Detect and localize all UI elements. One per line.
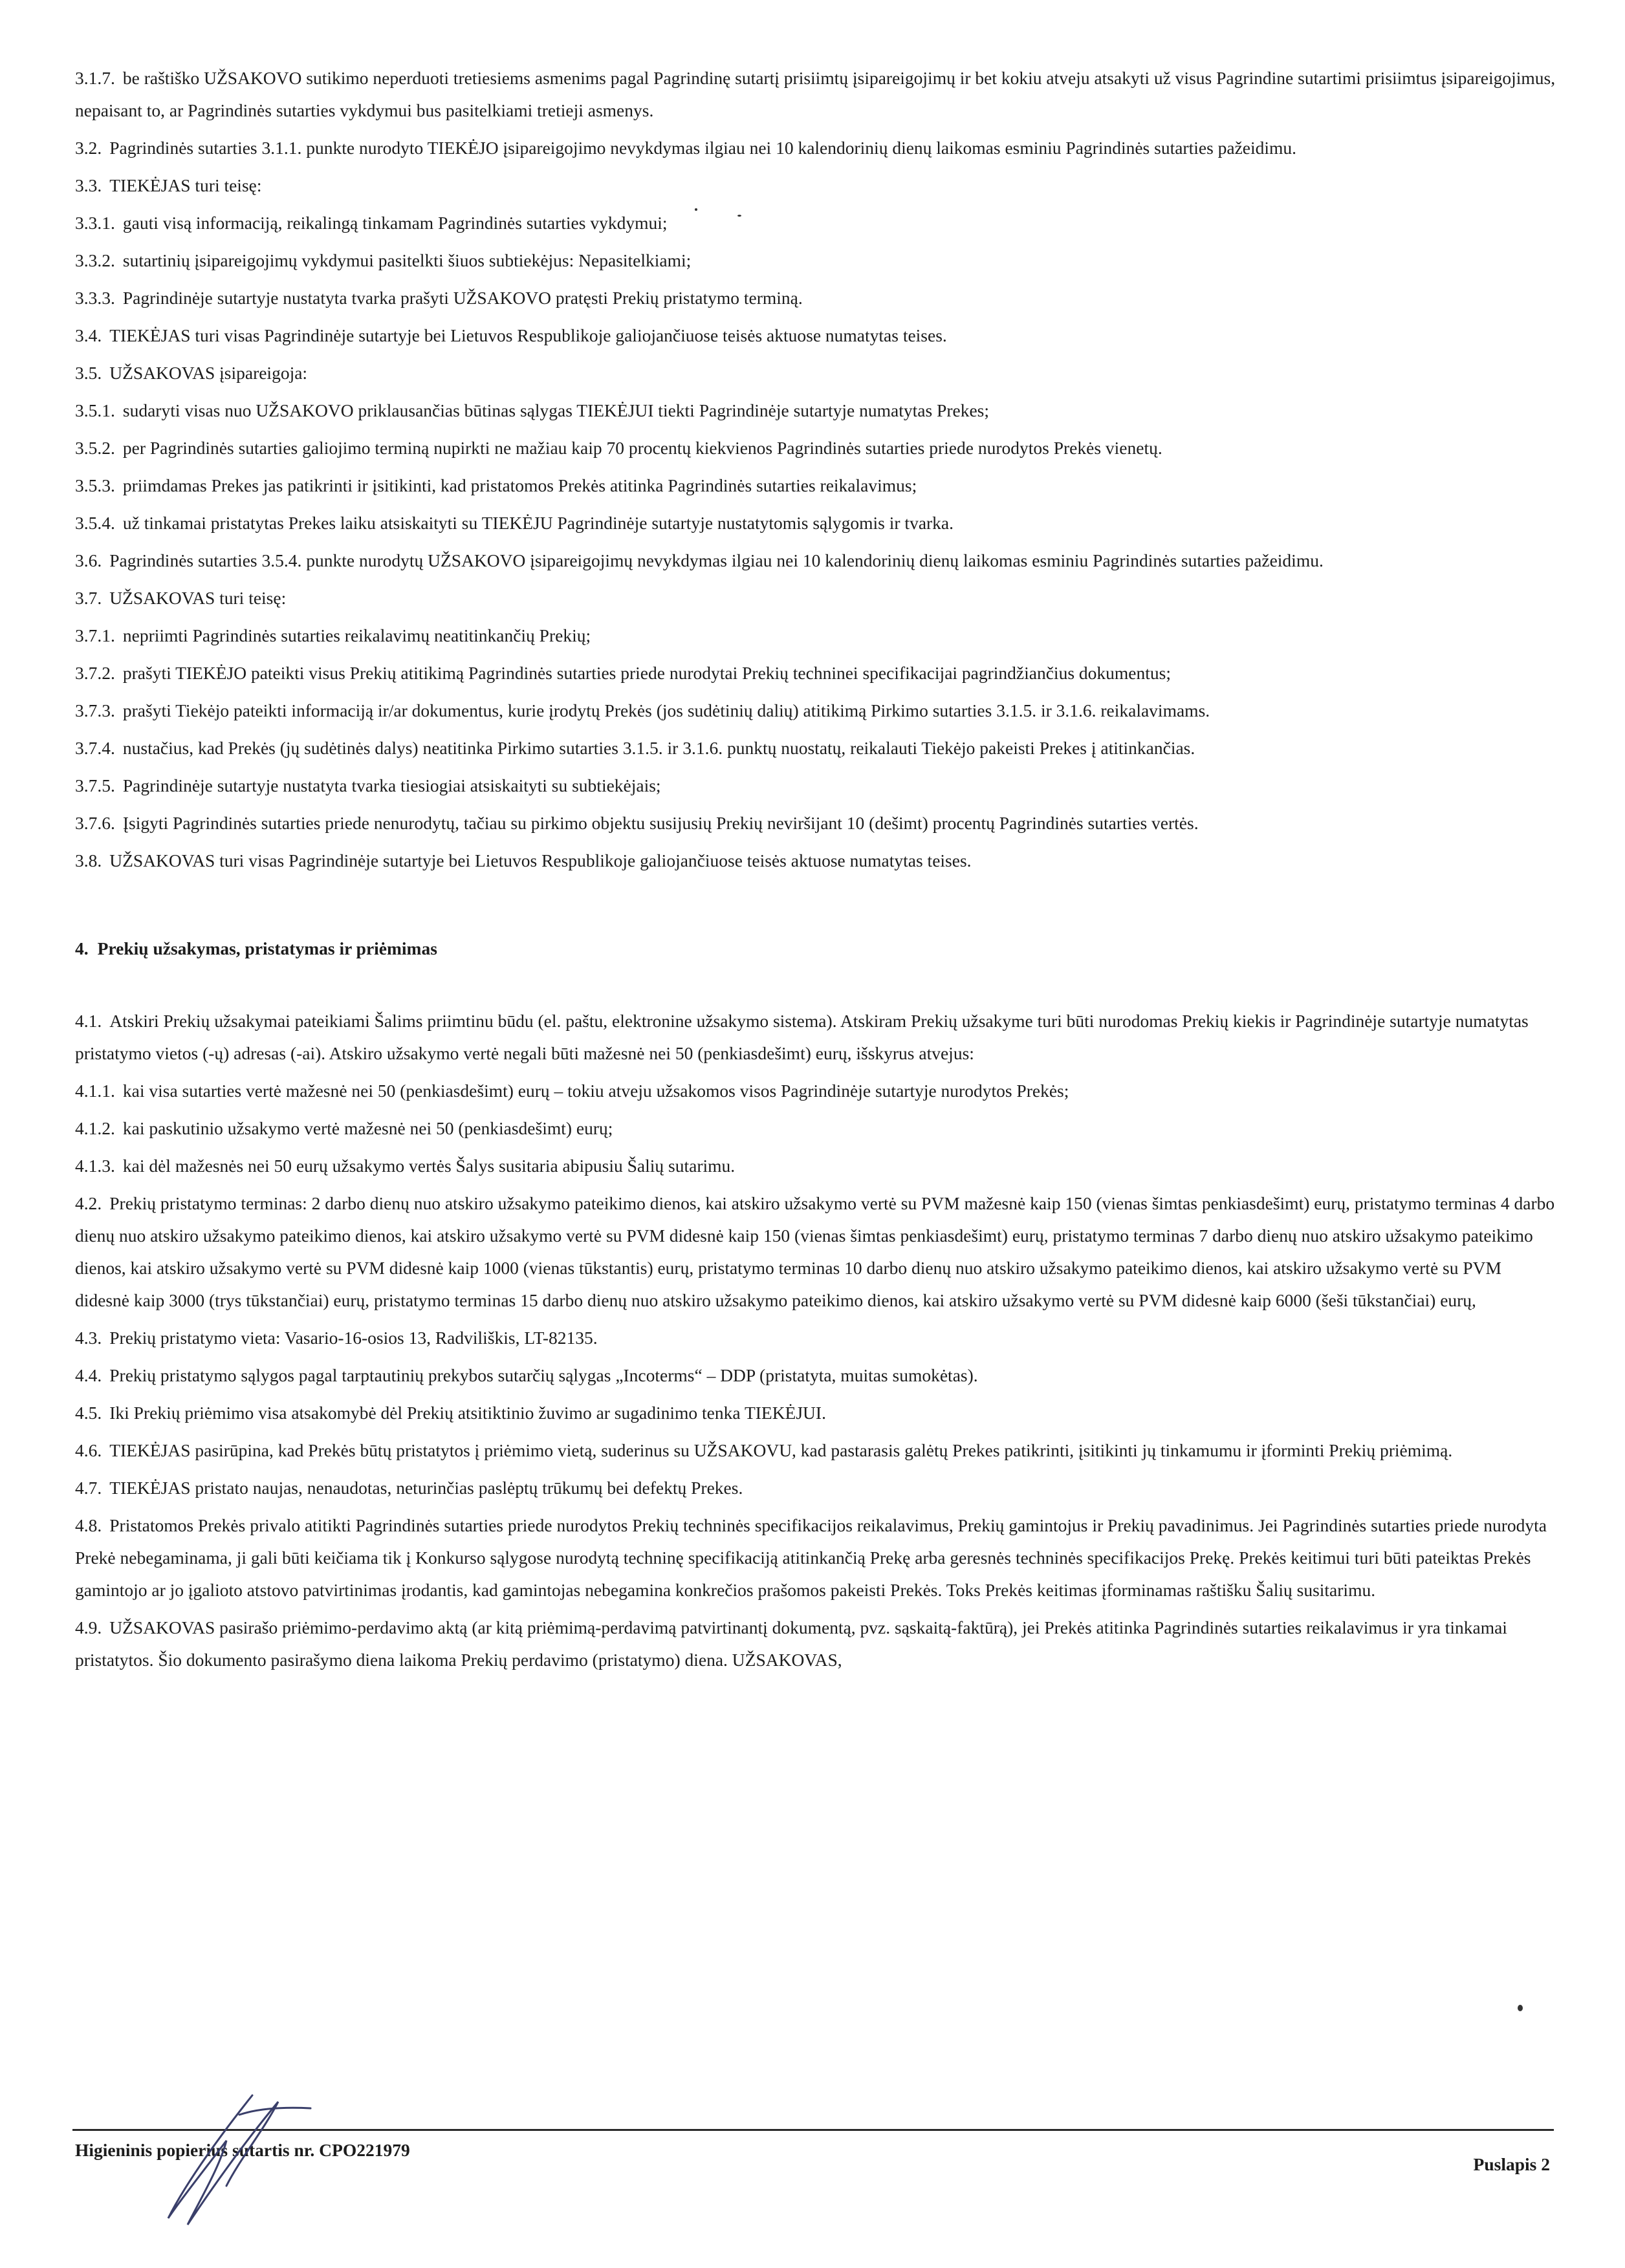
paragraph-text: kai visa sutarties vertė mažesnė nei 50 (penkiasdešimt) eurų – tokiu atveju užsakomos visos Pagrindinėje sutartyje nurodytos Prekės;: [122, 1081, 1069, 1101]
scan-speck: [695, 208, 697, 211]
paragraph-number: 4.8.: [75, 1515, 102, 1535]
paragraph-number: 3.5.3.: [75, 475, 115, 495]
section-4-paragraph: [75, 1112, 1556, 1145]
paragraph-text: Iki Prekių priėmimo visa atsakomybė dėl Prekių atsitiktinio žuvimo ar sugadinimo tenka TIEKĖJUI.: [109, 1403, 826, 1423]
paragraph-text: nepriimti Pagrindinės sutarties reikalavimų neatitinkančių Prekių;: [122, 625, 591, 645]
paragraph-text: be raštiško UŽSAKOVO sutikimo neperduoti tretiesiems asmenims pagal Pagrindinę sutartį prisiimtų įsipareigojimų ir bet kokiu atveju atsakyti už visus Pagrindine sutartimi prisiimtus įsipareigojimus, nepaisant to, ar Pagrindinės sutarties vykdymui bus pasitelkiami tretieji asmenys.: [75, 68, 1556, 120]
section-3-paragraph: [75, 244, 1556, 277]
section-3-paragraph: [75, 357, 1556, 389]
paragraph-text: sudaryti visas nuo UŽSAKOVO priklausančias būtinas sąlygas TIEKĖJUI tiekti Pagrindinėje sutartyje numatytas Prekes;: [122, 400, 989, 420]
section-4-paragraph: [75, 1509, 1556, 1606]
paragraph-number: 3.5.1.: [75, 400, 115, 420]
section-4-paragraph: [75, 1150, 1556, 1182]
paragraph-text: TIEKĖJAS turi visas Pagrindinėje sutartyje bei Lietuvos Respublikoje galiojančiuose teisės aktuose numatytas teises.: [109, 325, 947, 345]
section-3-paragraph: [75, 207, 1556, 239]
paragraph-number: 3.4.: [75, 325, 102, 345]
paragraph-number: 4.3.: [75, 1328, 102, 1348]
section-3-paragraph: [75, 432, 1556, 464]
section-4-paragraph: [75, 1187, 1556, 1317]
section-3-paragraph: [75, 169, 1556, 202]
paragraph-text: Prekių pristatymo terminas: 2 darbo dienų nuo atskiro užsakymo pateikimo dienos, kai atskiro užsakymo vertė su PVM mažesnė kaip 150 (vienas šimtas penkiasdešimt) eurų, pristatymo terminas 4 darbo dienų nuo atskiro užsakymo pateikimo dienos, kai atskiro užsakymo vertė su PVM didesnė kaip 150 (vienas šimtas penkiasdešimt) eurų, pristatymo terminas 7 darbo dienų nuo atskiro užsakymo pateikimo dienos, kai atskiro užsakymo vertė su PVM didesnė kaip 1000 (vienas tūkstantis) eurų, pristatymo terminas 10 darbo dienų nuo atskiro užsakymo pateikimo dienos, kai atskiro užsakymo vertė su PVM didesnė kaip 3000 (trys tūkstančiai) eurų, pristatymo terminas 15 darbo dienų nuo atskiro užsakymo pateikimo dienos, kai atskiro užsakymo vertė su PVM didesnė kaip 6000 (šeši tūkstančiai) eurų,: [75, 1193, 1555, 1310]
footer-contract-title: Higieninis popierius sutartis nr. CPO221979: [75, 2140, 410, 2160]
paragraph-number: 3.6.: [75, 550, 102, 570]
paragraph-number: 3.5.: [75, 363, 102, 383]
paragraph-number: 3.5.2.: [75, 438, 115, 458]
paragraph-text: Pagrindinės sutarties 3.5.4. punkte nurodytų UŽSAKOVO įsipareigojimų nevykdymas ilgiau nei 10 kalendorinių dienų laikomas esminiu Pagrindinės sutarties pažeidimu.: [109, 550, 1324, 570]
paragraph-text: UŽSAKOVAS įsipareigoja:: [109, 363, 308, 383]
paragraph-text: nustačius, kad Prekės (jų sudėtinės dalys) neatitinka Pirkimo sutarties 3.1.5. ir 3.1.6. punktų nuostatų, reikalauti Tiekėjo pakeisti Prekes į atitinkančias.: [122, 738, 1195, 758]
paragraph-number: 3.8.: [75, 850, 102, 870]
paragraph-text: Pagrindinės sutarties 3.1.1. punkte nurodyto TIEKĖJO įsipareigojimo nevykdymas ilgiau nei 10 kalendorinių dienų laikomas esminiu Pagrindinės sutarties pažeidimu.: [109, 138, 1297, 158]
paragraph-text: UŽSAKOVAS turi teisę:: [109, 588, 287, 608]
section-3-paragraph: [75, 319, 1556, 352]
paragraph-number: 3.3.2.: [75, 250, 115, 270]
section-4-number: 4.: [75, 938, 89, 958]
paragraph-text: gauti visą informaciją, reikalingą tinkamam Pagrindinės sutarties vykdymui;: [122, 213, 668, 233]
paragraph-text: TIEKĖJAS pasirūpina, kad Prekės būtų pristatytos į priėmimo vietą, suderinus su UŽSAKOVU, kad pastarasis galėtų Prekes patikrinti, įsitikinti jų tinkamumu ir įforminti Prekių priėmimą.: [109, 1440, 1453, 1460]
section-4-paragraph: [75, 1434, 1556, 1467]
section-3-paragraph: [75, 282, 1556, 314]
paragraph-number: 3.3.: [75, 175, 102, 195]
paragraph-number: 3.2.: [75, 138, 102, 158]
paragraph-number: 3.5.4.: [75, 513, 115, 533]
section-3-paragraph: [75, 732, 1556, 764]
paragraph-text: Prekių pristatymo sąlygos pagal tarptautinių prekybos sutarčių sąlygas „Incoterms“ – DDP (pristatyta, muitas sumokėtas).: [109, 1365, 978, 1385]
section-4-heading: [75, 933, 1556, 965]
section-3-paragraph: [75, 770, 1556, 802]
section-4-paragraph: [75, 1005, 1556, 1070]
section-3-paragraph: [75, 394, 1556, 427]
paragraph-number: 4.9.: [75, 1617, 102, 1637]
paragraph-number: 4.5.: [75, 1403, 102, 1423]
paragraph-number: 3.7.5.: [75, 775, 115, 795]
paragraph-text: Pagrindinėje sutartyje nustatyta tvarka tiesiogiai atsiskaityti su subtiekėjais;: [122, 775, 661, 795]
paragraph-text: Pristatomos Prekės privalo atitikti Pagrindinės sutarties priede nurodytos Prekių techninės specifikacijos reikalavimus, Prekių gamintojus ir Prekių pavadinimus. Jei Pagrindinės sutarties priede nurodyta Prekė nebegaminama, ji gali būti keičiama tik į Konkurso sąlygose nurodytą techninę specifikaciją atitinkančią Prekę arba geresnės techninės specifikacijos Prekę. Prekės keitimui turi būti pateiktas Prekės gamintojo ar jo įgalioto atstovo patvirtinimas įrodantis, kad gamintojas nebegamina konkrečios prašomos pakeisti Prekės. Toks Prekės keitimas įforminamas raštišku Šalių susitarimu.: [75, 1515, 1547, 1600]
paragraph-number: 3.7.6.: [75, 813, 115, 833]
section-3-paragraph: [75, 807, 1556, 839]
paragraph-number: 4.1.2.: [75, 1118, 115, 1138]
paragraph-number: 3.7.2.: [75, 663, 115, 683]
paragraph-number: 3.7.: [75, 588, 102, 608]
paragraph-text: už tinkamai pristatytas Prekes laiku atsiskaityti su TIEKĖJU Pagrindinėje sutartyje nustatytomis sąlygomis ir tvarka.: [122, 513, 954, 533]
paragraph-text: Įsigyti Pagrindinės sutarties priede nenurodytų, tačiau su pirkimo objektu susijusių Prekių neviršijant 10 (dešimt) procentų Pagrindinės sutarties vertės.: [122, 813, 1199, 833]
section-3-paragraph: [75, 545, 1556, 577]
section-4-paragraph: [75, 1322, 1556, 1354]
section-4-paragraph: [75, 1075, 1556, 1107]
paragraph-number: 3.3.1.: [75, 213, 115, 233]
section-4-paragraph: [75, 1612, 1556, 1676]
paragraph-text: per Pagrindinės sutarties galiojimo terminą nupirkti ne mažiau kaip 70 procentų kiekvienos Pagrindinės sutarties priede nurodytos Prekės vienetų.: [122, 438, 1162, 458]
paragraph-number: 3.7.1.: [75, 625, 115, 645]
section-4-paragraph: [75, 1397, 1556, 1429]
section-3-paragraph: [75, 470, 1556, 502]
paragraph-text: UŽSAKOVAS pasirašo priėmimo-perdavimo aktą (ar kitą priėmimą-perdavimą patvirtinantį dokumentą, pvz. sąskaitą-faktūrą), jei Prekės atitinka Pagrindinės sutarties reikalavimus ir yra tinkamai pristatytos. Šio dokumento pasirašymo diena laikoma Prekių perdavimo (pristatymo) diena. UŽSAKOVAS,: [75, 1617, 1507, 1670]
document-body: [75, 62, 1556, 1681]
section-4-paragraph: [75, 1359, 1556, 1392]
section-3-paragraphs: [75, 62, 1556, 877]
paragraph-number: 3.3.3.: [75, 288, 115, 308]
section-3-paragraph: [75, 657, 1556, 689]
paragraph-text: kai dėl mažesnės nei 50 eurų užsakymo vertės Šalys susitaria abipusiu Šalių sutarimu.: [122, 1156, 736, 1176]
section-3-paragraph: [75, 507, 1556, 539]
section-3-paragraph: [75, 845, 1556, 877]
section-4-title: Prekių užsakymas, pristatymas ir priėmimas: [97, 938, 437, 958]
section-3-paragraph: [75, 62, 1556, 127]
scan-speck: [737, 215, 741, 217]
paragraph-number: 3.7.4.: [75, 738, 115, 758]
paragraph-number: 3.7.3.: [75, 700, 115, 720]
paragraph-text: kai paskutinio užsakymo vertė mažesnė nei 50 (penkiasdešimt) eurų;: [122, 1118, 613, 1138]
paragraph-number: 4.1.: [75, 1011, 102, 1031]
handwritten-signature: [149, 2089, 317, 2231]
paragraph-text: priimdamas Prekes jas patikrinti ir įsitikinti, kad pristatomos Prekės atitinka Pagrindinės sutarties reikalavimus;: [122, 475, 917, 495]
section-3-paragraph: [75, 620, 1556, 652]
section-4-paragraph: [75, 1472, 1556, 1504]
scan-speck: [1518, 2005, 1523, 2011]
paragraph-text: prašyti TIEKĖJO pateikti visus Prekių atitikimą Pagrindinės sutarties priede nurodytai Prekių techninei specifikacijai pagrindžiančius dokumentus;: [122, 663, 1171, 683]
paragraph-text: Prekių pristatymo vieta: Vasario-16-osios 13, Radviliškis, LT-82135.: [109, 1328, 598, 1348]
paragraph-text: prašyti Tiekėjo pateikti informaciją ir/ar dokumentus, kurie įrodytų Prekės (jos sudėtinių dalių) atitikimą Pirkimo sutarties 3.1.5. ir 3.1.6. reikalavimams.: [122, 700, 1210, 720]
section-4-paragraphs: [75, 1005, 1556, 1676]
paragraph-text: Atskiri Prekių užsakymai pateikiami Šalims priimtinu būdu (el. paštu, elektronine užsakymo sistema). Atskiram Prekių užsakyme turi būti nurodomas Prekių kiekis ir Pagrindinėje sutartyje numatytas pristatymo vietos (-ų) adresas (-ai). Atskiro užsakymo vertė negali būti mažesnė nei 50 (penkiasdešimt) eurų, išskyrus atvejus:: [75, 1011, 1529, 1063]
paragraph-number: 4.1.3.: [75, 1156, 115, 1176]
paragraph-text: Pagrindinėje sutartyje nustatyta tvarka prašyti UŽSAKOVO pratęsti Prekių pristatymo terminą.: [122, 288, 803, 308]
footer-page-number: Puslapis 2: [1473, 2154, 1550, 2174]
paragraph-number: 4.6.: [75, 1440, 102, 1460]
paragraph-number: 4.1.1.: [75, 1081, 115, 1101]
paragraph-number: 4.7.: [75, 1478, 102, 1498]
paragraph-number: 4.2.: [75, 1193, 102, 1213]
paragraph-number: 3.1.7.: [75, 68, 115, 88]
paragraph-text: TIEKĖJAS pristato naujas, nenaudotas, neturinčias paslėptų trūkumų bei defektų Prekes.: [109, 1478, 743, 1498]
paragraph-text: UŽSAKOVAS turi visas Pagrindinėje sutartyje bei Lietuvos Respublikoje galiojančiuose teisės aktuose numatytas teises.: [109, 850, 972, 870]
paragraph-text: sutartinių įsipareigojimų vykdymui pasitelkti šiuos subtiekėjus: Nepasitelkiami;: [122, 250, 692, 270]
paragraph-text: TIEKĖJAS turi teisę:: [109, 175, 262, 195]
section-3-paragraph: [75, 132, 1556, 164]
section-3-paragraph: [75, 582, 1556, 614]
section-3-paragraph: [75, 695, 1556, 727]
paragraph-number: 4.4.: [75, 1365, 102, 1385]
